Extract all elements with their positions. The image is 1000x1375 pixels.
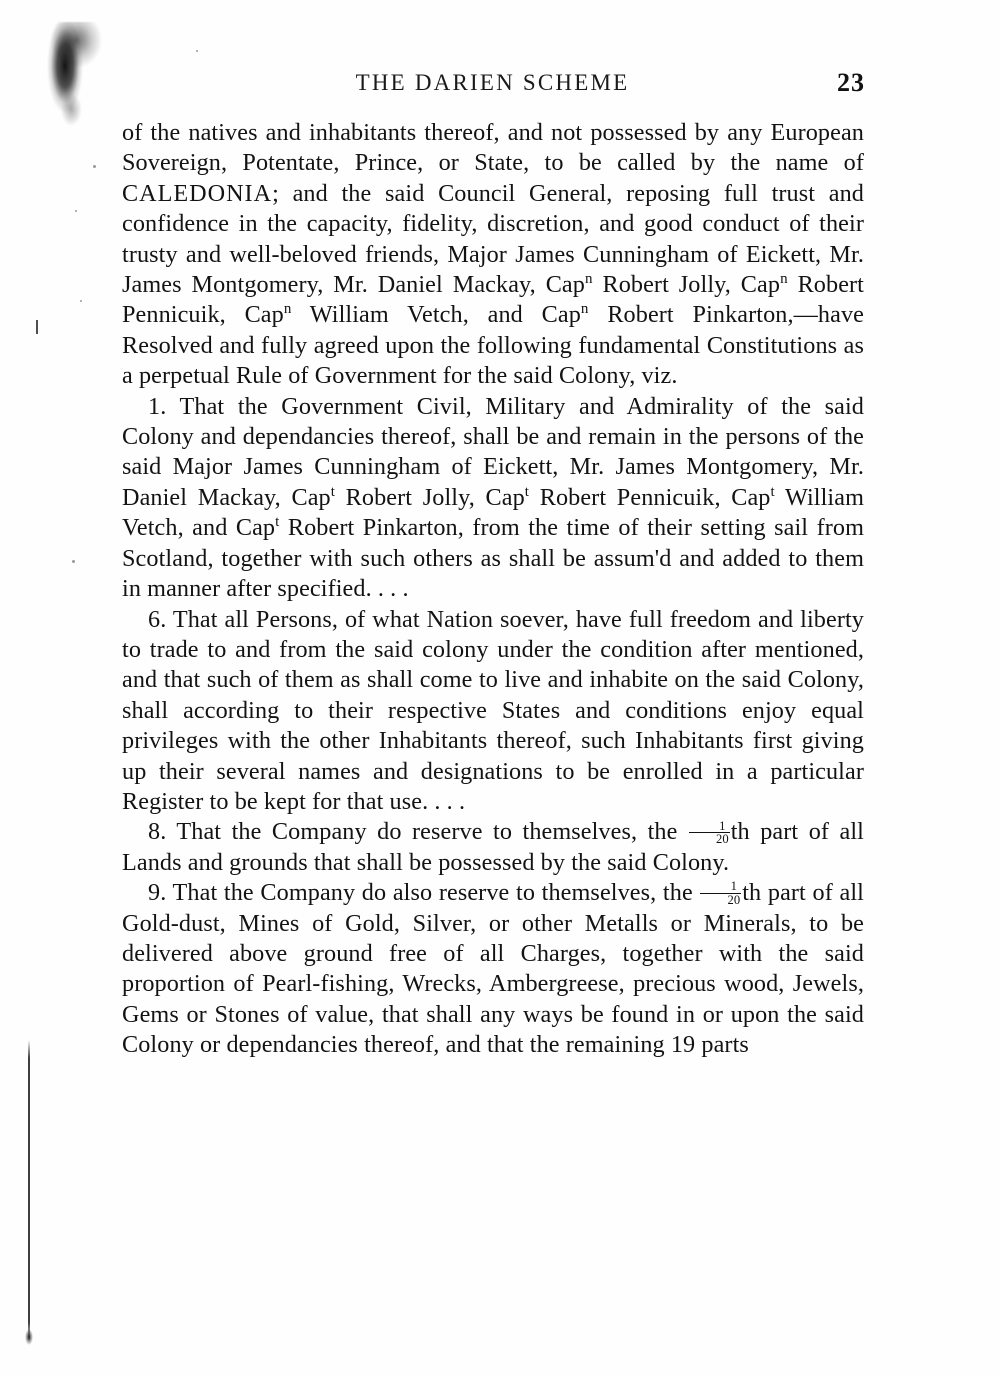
scan-speckle (80, 300, 82, 302)
paragraph-article-6: 6. That all Persons, of what Nation soever, have full freedom and liberty to trade to and from the said colony under the condition after mentioned, and that such of them as shall come to live and inhabite on the said Colony, shall according to their respective States and conditions enjoy equal privileges with the other Inhabitants thereof, such Inhabitants first giving up their several names and designations to be enrolled in a particular Register to be kept for that use. . . . (122, 605, 864, 815)
text-run: William Vetch, and Cap (291, 301, 581, 329)
superscript-t: t (770, 483, 775, 500)
page-header (120, 70, 865, 96)
fraction-one-twentieth (700, 880, 741, 907)
paragraph-article-9 (122, 878, 864, 1060)
text-run: 8. That the Company do reserve to themselves, the (148, 818, 688, 846)
superscript-t: t (524, 483, 530, 500)
page-body (122, 118, 864, 1061)
text-run: 9. That the Company do also reserve to themselves, the (148, 879, 700, 907)
running-head: THE DARIEN SCHEME (355, 70, 630, 95)
text-run: th part of all Lands and grounds that shall be possessed by the said Colony. (122, 818, 864, 876)
superscript-n: n (580, 301, 589, 318)
text-run: Robert Pennicuik, Cap (122, 271, 864, 329)
text-run: Robert Jolly, Cap (592, 271, 781, 299)
paragraph-article-1 (122, 392, 864, 605)
fraction-denominator: 20 (727, 893, 741, 908)
scan-speckle (75, 210, 77, 212)
text-run: Robert Pinkarton, from the time of their setting sail from Scotland, together with such others as shall be assum'd and added to them in manner after specified. . . . (122, 514, 865, 603)
paragraph-article-8 (122, 817, 864, 878)
page-number: 23 (837, 68, 865, 97)
fraction-one-twentieth (689, 820, 730, 847)
ink-smudge-artifact (44, 22, 106, 137)
text-run: th part of all Gold-dust, Mines of Gold, Silver, or other Metalls or Minerals, to be delivered above ground free of all Charges, together with the said proportion of Pearl-fishing, Wrecks, Ambergreese, precious wood, Jewels, Gems or Stones of value, that shall any ways be found in or upon the said Colony or dependancies thereof, and that the remaining 19 parts (122, 879, 864, 1059)
text-run: of the natives and inhabitants thereof, and not possessed by any European Sovereign, Potentate, Prince, or State, to be called by the name of (122, 119, 864, 177)
text-run: William Vetch, and Cap (122, 483, 865, 542)
small-caps-caledonia: CALEDONIA (122, 179, 273, 207)
margin-rule-artifact (28, 1040, 30, 1340)
margin-rule-foot-artifact (22, 1328, 36, 1346)
margin-tick-artifact (36, 320, 38, 334)
superscript-t: t (275, 514, 280, 531)
fraction-numerator: 1 (700, 880, 741, 894)
superscript-n: n (780, 270, 788, 287)
scan-speckle (196, 50, 198, 52)
fraction-denominator: 20 (715, 832, 729, 847)
article-number: 1. (148, 392, 167, 420)
superscript-n: n (584, 270, 593, 287)
scan-speckle (72, 560, 75, 563)
text-run: Robert Pinkarton,—have Resolved and fully agreed upon the following fundamental Constitutions as a perpetual Rule of Government for the said Colony, viz. (122, 301, 864, 390)
text-run: Robert Pennicuik, Cap (529, 483, 771, 511)
superscript-n: n (283, 301, 292, 318)
text-run: ; and the said Council General, reposing full trust and confidence in the capacity, fidelity, discretion, and good conduct of their trusty and well-beloved friends, Major James Cunningham of Eickett, Mr. James Montgomery, Mr. Daniel Mackay, Cap (122, 179, 864, 299)
fraction-numerator: 1 (689, 820, 730, 834)
scan-speckle (93, 165, 96, 168)
text-run: Robert Jolly, Cap (335, 483, 525, 511)
text-run: That the Government Civil, Military and Admirality of the said Colony and dependancies thereof, shall be and remain in the persons of the said Major James Cunningham of Eickett, Mr. James Montgomery, Mr. Daniel Mackay, Cap (122, 392, 864, 511)
superscript-t: t (330, 483, 335, 500)
paragraph-continued (122, 118, 864, 392)
